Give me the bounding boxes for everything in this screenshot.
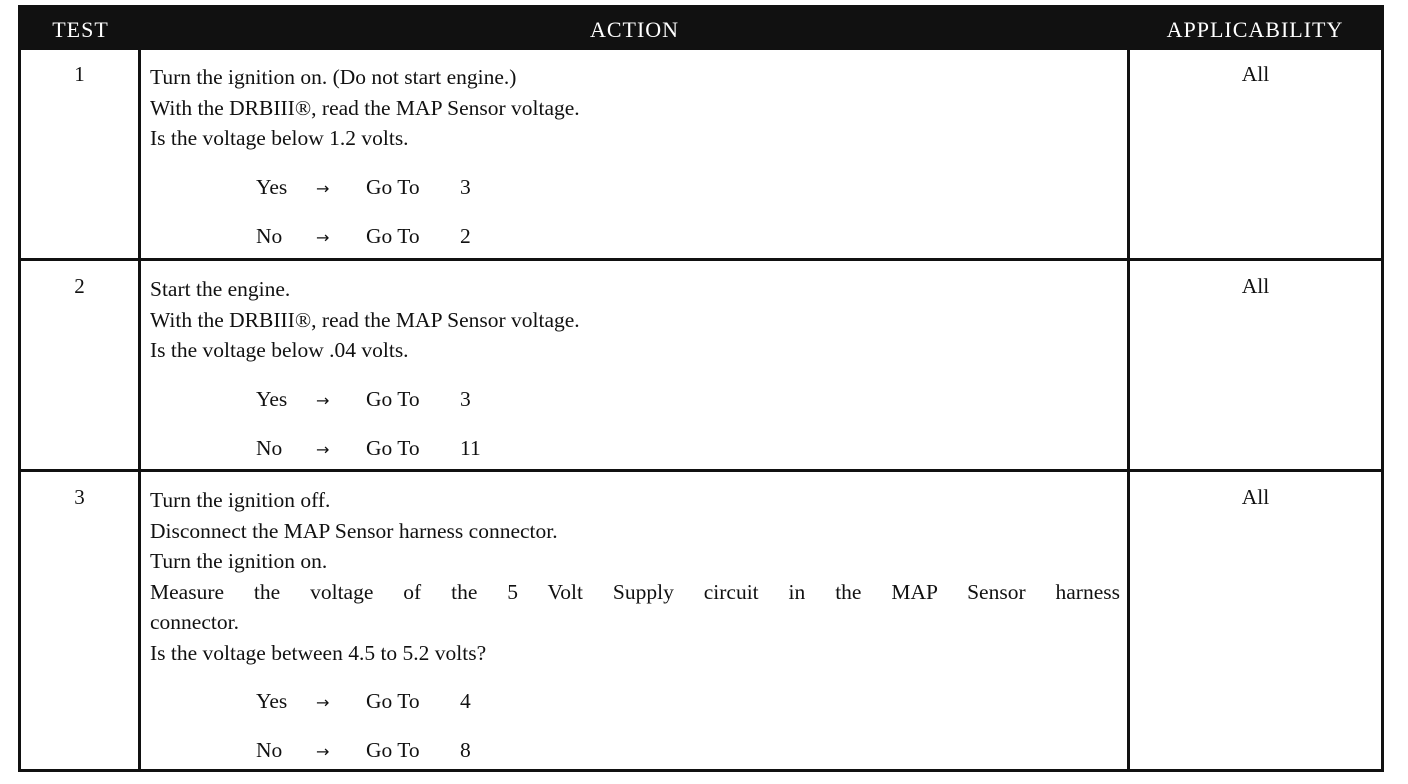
answer-label: No bbox=[256, 738, 283, 762]
arrow-right-icon: → bbox=[316, 742, 330, 761]
goto-label: Go To bbox=[366, 386, 420, 411]
action-line: Measure the voltage of the 5 Volt Supply circuit in the MAP Sensor harness bbox=[150, 579, 1120, 604]
choices bbox=[150, 686, 1120, 784]
choice-yes bbox=[256, 172, 1120, 221]
table-row bbox=[21, 261, 1381, 469]
action-line: Turn the ignition on. bbox=[150, 549, 328, 573]
arrow-right-icon: → bbox=[316, 178, 330, 198]
test-number: 1 bbox=[74, 62, 85, 86]
arrow-right-icon: → bbox=[316, 439, 330, 459]
applicability-cell: All bbox=[1241, 62, 1270, 86]
action-line: Turn the ignition off. bbox=[150, 488, 331, 512]
goto-target: 3 bbox=[460, 386, 471, 411]
goto-label: Go To bbox=[366, 435, 420, 460]
answer-label: No bbox=[256, 223, 283, 248]
goto-label: Go To bbox=[366, 689, 420, 713]
action-cell bbox=[150, 274, 1120, 482]
header-test: TEST bbox=[52, 17, 109, 42]
header-applicability: APPLICABILITY bbox=[1166, 17, 1344, 42]
table-header bbox=[21, 8, 1381, 50]
answer-label: Yes bbox=[256, 689, 288, 713]
action-line: Start the engine. bbox=[150, 277, 291, 301]
action-line: Is the voltage below 1.2 volts. bbox=[150, 126, 409, 150]
arrow-right-icon: → bbox=[316, 390, 330, 410]
action-line: Disconnect the MAP Sensor harness connector. bbox=[150, 518, 558, 543]
action-line: With the DRBIII®, read the MAP Sensor voltage. bbox=[150, 95, 580, 120]
goto-target: 11 bbox=[460, 435, 481, 460]
applicability-cell: All bbox=[1241, 485, 1270, 509]
choices bbox=[150, 384, 1120, 482]
goto-label: Go To bbox=[366, 223, 420, 248]
test-number: 3 bbox=[74, 485, 85, 509]
header-action: ACTION bbox=[589, 17, 680, 42]
goto-target: 8 bbox=[460, 738, 471, 762]
action-line: Is the voltage between 4.5 to 5.2 volts? bbox=[150, 640, 487, 665]
table-row bbox=[21, 472, 1381, 769]
answer-label: Yes bbox=[256, 174, 288, 199]
goto-label: Go To bbox=[366, 738, 420, 762]
goto-target: 4 bbox=[460, 689, 471, 713]
action-line: With the DRBIII®, read the MAP Sensor voltage. bbox=[150, 307, 580, 332]
test-number: 2 bbox=[74, 274, 85, 298]
goto-target: 2 bbox=[460, 223, 471, 248]
table-row bbox=[21, 50, 1381, 258]
applicability-cell: All bbox=[1241, 274, 1270, 298]
choice-no bbox=[256, 735, 1120, 784]
arrow-right-icon: → bbox=[316, 693, 330, 712]
arrow-right-icon: → bbox=[316, 227, 330, 247]
answer-label: No bbox=[256, 435, 283, 460]
action-cell bbox=[150, 485, 1120, 784]
diagnostic-table bbox=[18, 5, 1384, 772]
choice-yes bbox=[256, 686, 1120, 735]
goto-target: 3 bbox=[460, 174, 471, 199]
action-line: connector. bbox=[150, 610, 239, 634]
answer-label: Yes bbox=[256, 386, 288, 411]
action-cell bbox=[150, 62, 1120, 270]
action-line: Is the voltage below .04 volts. bbox=[150, 338, 409, 362]
action-line: Turn the ignition on. (Do not start engine.) bbox=[150, 65, 517, 89]
choices bbox=[150, 172, 1120, 270]
choice-yes bbox=[256, 384, 1120, 433]
goto-label: Go To bbox=[366, 174, 420, 199]
